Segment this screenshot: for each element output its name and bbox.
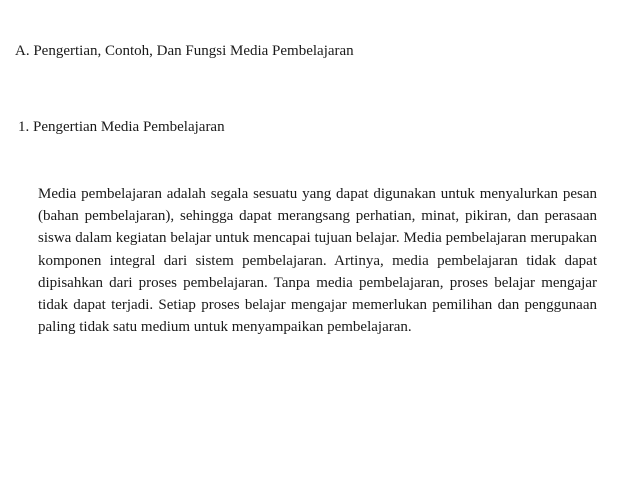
- section-title: A. Pengertian, Contoh, Dan Fungsi Media Pembelajaran: [15, 43, 354, 59]
- subsection-title: 1. Pengertian Media Pembelajaran: [18, 119, 225, 135]
- body-paragraph: Media pembelajaran adalah segala sesuatu yang dapat digunakan untuk menyalurkan pesan (bahan pembelajaran), sehingga dapat merangsang perhatian, minat, pikiran, dan perasaan siswa dalam kegiatan belajar untuk mencapai tujuan belajar. Media pembelajaran merupakan komponen integral dari sistem pembelajaran. Artinya, media pembelajaran tidak dapat dipisahkan dari proses pembelajaran. Tanpa media pembelajaran, proses belajar mengajar tidak dapat terjadi. Setiap proses belajar mengajar memerlukan pemilihan dan penggunaan paling tidak satu medium untuk menyampaikan pembelajaran.: [38, 186, 597, 336]
